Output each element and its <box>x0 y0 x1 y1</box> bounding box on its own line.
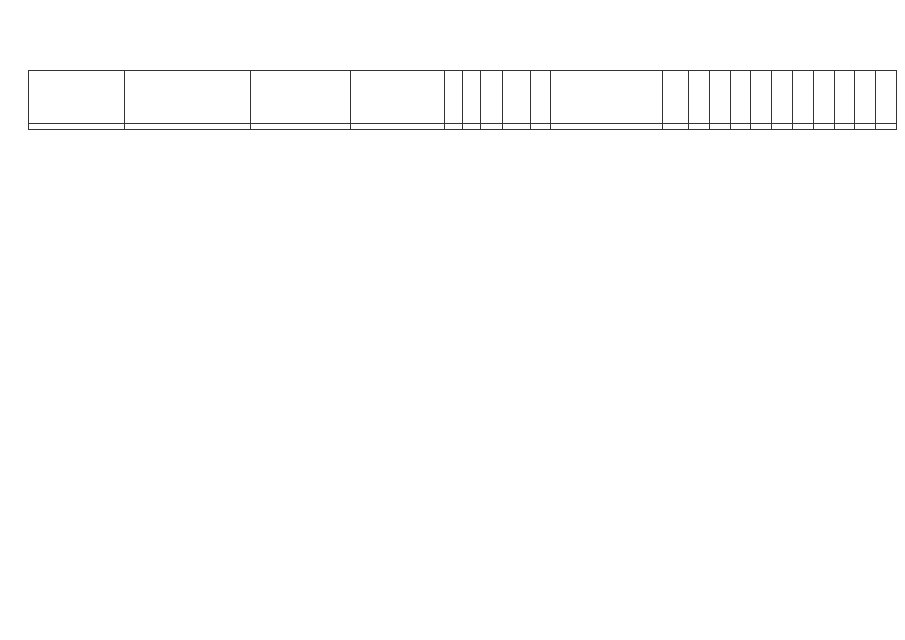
column-number <box>751 124 772 130</box>
column-number <box>730 124 751 130</box>
column-header-period <box>772 71 793 124</box>
column-number <box>463 124 481 130</box>
column-number <box>551 124 663 130</box>
column-header-work <box>551 71 663 124</box>
column-header-period <box>709 71 730 124</box>
column-header-period <box>876 71 897 124</box>
register-table-sheet <box>28 70 896 632</box>
column-number <box>792 124 813 130</box>
column-number <box>445 124 463 130</box>
column-number <box>531 124 551 130</box>
column-header-period <box>689 71 710 124</box>
column-number-row <box>29 124 897 130</box>
column-header-house_no <box>445 71 463 124</box>
column-number <box>351 124 445 130</box>
column-number <box>834 124 855 130</box>
column-header-municipality <box>29 71 125 124</box>
column-header-date <box>663 71 689 124</box>
column-header-period <box>813 71 834 124</box>
column-header-address <box>351 71 445 124</box>
column-number <box>709 124 730 130</box>
column-number <box>813 124 834 130</box>
column-header-area <box>503 71 531 124</box>
column-number <box>481 124 503 130</box>
column-number <box>663 124 689 130</box>
column-header-settlement <box>251 71 351 124</box>
column-header-period <box>730 71 751 124</box>
column-header-period <box>792 71 813 124</box>
column-header-period <box>834 71 855 124</box>
column-number <box>251 124 351 130</box>
register-table <box>28 70 897 130</box>
column-number <box>689 124 710 130</box>
column-number <box>29 124 125 130</box>
column-header-code <box>531 71 551 124</box>
column-header-year <box>481 71 503 124</box>
table-header-row <box>29 71 897 124</box>
column-number <box>855 124 876 130</box>
column-header-period <box>751 71 772 124</box>
column-number <box>125 124 251 130</box>
column-number <box>876 124 897 130</box>
column-header-period <box>855 71 876 124</box>
column-number <box>772 124 793 130</box>
column-header-building <box>463 71 481 124</box>
column-header-district <box>125 71 251 124</box>
column-number <box>503 124 531 130</box>
